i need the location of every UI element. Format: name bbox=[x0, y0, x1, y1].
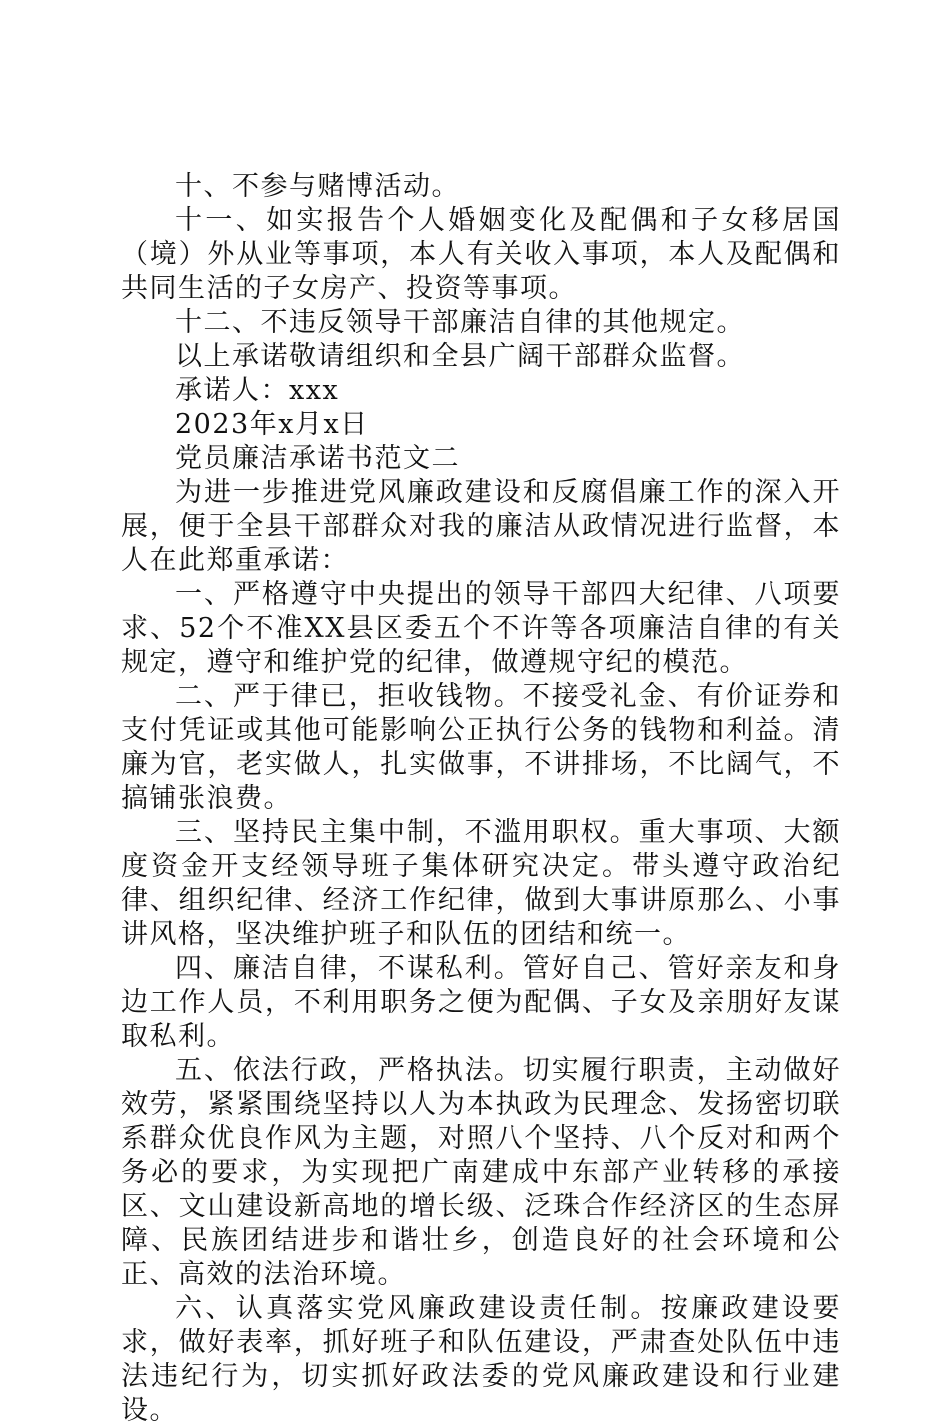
pledge-item-4: 四、廉洁自律，不谋私利。管好自己、管好亲友和身边工作人员，不利用职务之便为配偶、子女及亲朋好友谋取私利。 bbox=[121, 953, 841, 1052]
paragraph-item-10: 十、不参与赌博活动。 bbox=[175, 171, 460, 202]
pledge-item-1: 一、严格遵守中央提出的领导干部四大纪律、八项要求、52个不准XX县区委五个不许等各项廉洁自律的有关规定，遵守和维护党的纪律，做遵规守纪的模范。 bbox=[121, 579, 841, 678]
pledge-item-5: 五、依法行政，严格执法。切实履行职责，主动做好效劳，紧紧围绕坚持以人为本执政为民理念、发扬密切联系群众优良作风为主题，对照八个坚持、八个反对和两个务必的要求，为实现把广南建成中东部产业转移的承接区、文山建设新高地的增长级、泛珠合作经济区的生态屏障、民族团结进步和谐壮乡，创造良好的社会环境和公正、高效的法治环境。 bbox=[121, 1055, 841, 1290]
closing-statement: 以上承诺敬请组织和全县广阔干部群众监督。 bbox=[175, 341, 745, 372]
paragraph-item-12: 十二、不违反领导干部廉洁自律的其他规定。 bbox=[175, 307, 745, 338]
document-body bbox=[121, 170, 841, 1428]
date-line: 2023年x月x日 bbox=[175, 409, 369, 440]
section-title: 党员廉洁承诺书范文二 bbox=[175, 443, 460, 474]
paragraph-item-11: 十一、如实报告个人婚姻变化及配偶和子女移居国（境）外从业等事项，本人有关收入事项，本人及配偶和共同生活的子女房产、投资等事项。 bbox=[121, 205, 841, 304]
intro-paragraph: 为进一步推进党风廉政建设和反腐倡廉工作的深入开展，便于全县干部群众对我的廉洁从政情况进行监督，本人在此郑重承诺： bbox=[121, 477, 841, 576]
pledge-item-2: 二、严于律已，拒收钱物。不接受礼金、有价证券和支付凭证或其他可能影响公正执行公务的钱物和利益。清廉为官，老实做人，扎实做事，不讲排场，不比阔气，不搞铺张浪费。 bbox=[121, 681, 841, 814]
pledge-item-3: 三、坚持民主集中制，不滥用职权。重大事项、大额度资金开支经领导班子集体研究决定。带头遵守政治纪律、组织纪律、经济工作纪律，做到大事讲原那么、小事讲风格，坚决维护班子和队伍的团结和统一。 bbox=[121, 817, 841, 950]
signatory-line: 承诺人：xxx bbox=[175, 375, 340, 406]
pledge-item-6: 六、认真落实党风廉政建设责任制。按廉政建设要求，做好表率，抓好班子和队伍建设，严肃查处队伍中违法违纪行为，切实抓好政法委的党风廉政建设和行业建设。 bbox=[121, 1293, 841, 1426]
